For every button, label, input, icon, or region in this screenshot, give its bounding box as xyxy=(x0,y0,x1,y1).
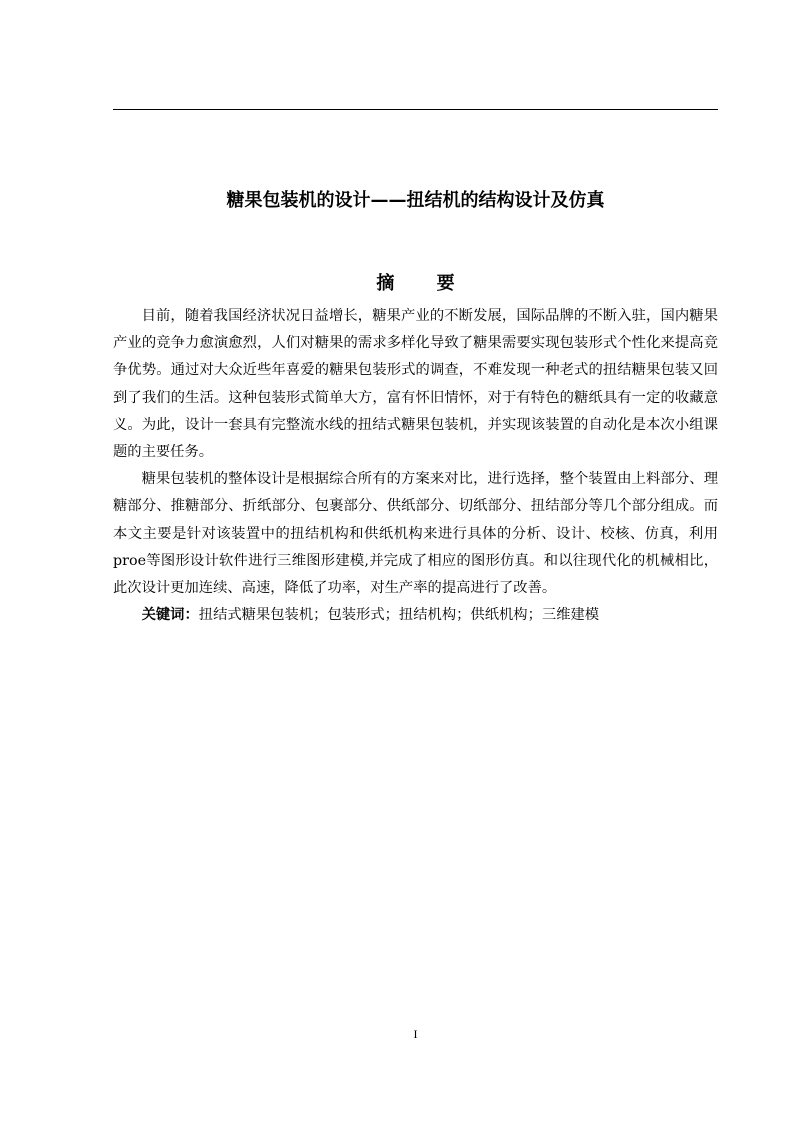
document-title: 糖果包装机的设计——扭结机的结构设计及仿真 xyxy=(226,190,605,211)
page-number: I xyxy=(413,1027,418,1041)
abstract-body xyxy=(113,303,718,629)
keywords-line xyxy=(113,602,718,629)
abstract-paragraph: 目前，随着我国经济状况日益增长，糖果产业的不断发展，国际品牌的不断入驻，国内糖果产业的竞争力愈演愈烈，人们对糖果的需求多样化导致了糖果需要实现包装形式个性化来提高竞争优势。通过对大众近些年喜爱的糖果包装形式的调查，不难发现一种老式的扭结糖果包装又回到了我们的生活。这种包装形式简单大方，富有怀旧情怀，对于有特色的糖纸具有一定的收藏意义。为此，设计一套具有完整流水线的扭结式糖果包装机，并实现该装置的自动化是本次小组课题的主要任务。 xyxy=(113,308,718,461)
keywords-label: 关键词： xyxy=(141,607,199,624)
keywords-text: 扭结式糖果包装机；包装形式；扭结机构；供纸机构；三维建模 xyxy=(198,607,600,624)
abstract-heading: 摘 要 xyxy=(376,273,473,294)
abstract-paragraph: 糖果包装机的整体设计是根据综合所有的方案来对比，进行选择，整个装置由上料部分、理糖部分、推糖部分、折纸部分、包裹部分、供纸部分、切纸部分、扭结部分等几个部分组成。而本文主要是针对该装置中的扭结机构和供纸机构来进行具体的分析、设计、校核、仿真，利用proe等图形设计软件进行三维图形建模,并完成了相应的图形仿真。和以往现代化的机械相比，此次设计更加连续、高速，降低了功率，对生产率的提高进行了改善。 xyxy=(113,471,718,597)
header-rule xyxy=(113,109,718,110)
